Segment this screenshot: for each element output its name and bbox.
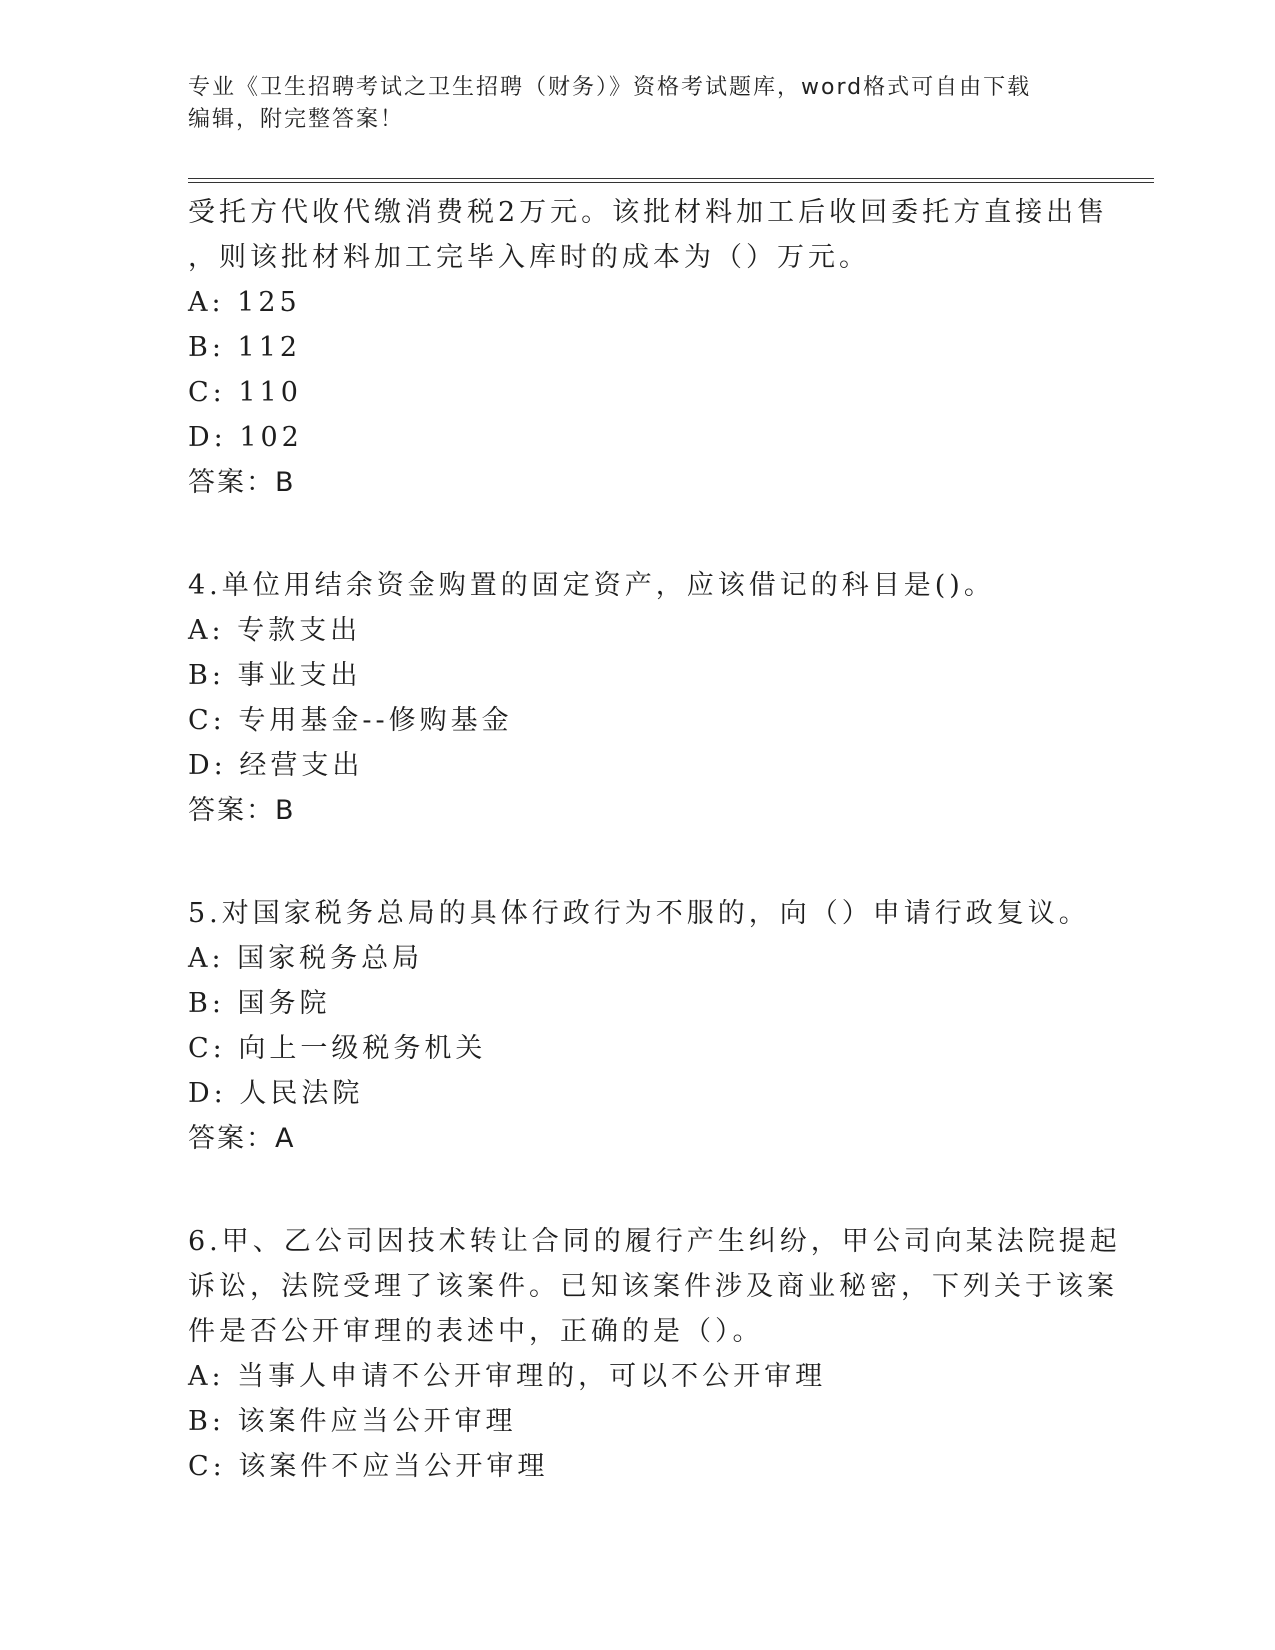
option-c: C: 向上一级税务机关 — [188, 1033, 487, 1064]
option-a: A: 国家税务总局 — [188, 943, 424, 974]
document-header — [188, 72, 1088, 136]
option-d: D: 人民法院 — [188, 1078, 364, 1109]
question-spacer — [188, 1161, 1088, 1219]
question-spacer — [188, 505, 1088, 563]
option-b: B: 事业支出 — [188, 660, 362, 691]
question-5 — [188, 891, 1088, 1161]
option-d: D: 102 — [188, 422, 303, 453]
question-3 — [188, 190, 1109, 505]
option-a: A: 专款支出 — [188, 615, 362, 646]
option-c: C: 110 — [188, 377, 302, 408]
option-c: C: 该案件不应当公开审理 — [188, 1451, 549, 1482]
question-list — [188, 190, 1121, 1489]
answer-label: 答案：A — [188, 1123, 296, 1154]
answer-label: 答案：B — [188, 467, 296, 498]
header-line-2: 编辑，附完整答案！ — [188, 107, 405, 132]
option-a: A: 当事人申请不公开审理的，可以不公开审理 — [188, 1361, 827, 1392]
question-stem-line: 4.单位用结余资金购置的固定资产，应该借记的科目是()。 — [188, 570, 995, 601]
question-stem-line: 诉讼，法院受理了该案件。已知该案件涉及商业秘密，下列关于该案 — [188, 1271, 1118, 1302]
question-spacer — [188, 833, 1088, 891]
question-stem-line: 5.对国家税务总局的具体行政行为不服的，向（）申请行政复议。 — [188, 898, 1090, 929]
header-divider — [188, 178, 1154, 183]
header-line-1: 专业《卫生招聘考试之卫生招聘（财务）》资格考试题库，word格式可自由下载 — [188, 75, 1032, 100]
option-b: B: 国务院 — [188, 988, 331, 1019]
option-b: B: 112 — [188, 332, 302, 363]
option-d: D: 经营支出 — [188, 750, 364, 781]
question-stem-line: 件是否公开审理的表述中，正确的是（）。 — [188, 1316, 764, 1347]
question-4 — [188, 563, 1088, 833]
question-stem-line: ，则该批材料加工完毕入库时的成本为（）万元。 — [188, 242, 870, 273]
option-a: A: 125 — [188, 287, 301, 318]
question-6 — [188, 1219, 1121, 1489]
option-c: C: 专用基金--修购基金 — [188, 705, 513, 736]
answer-label: 答案：B — [188, 795, 296, 826]
question-stem-line: 受托方代收代缴消费税2万元。该批材料加工后收回委托方直接出售 — [188, 197, 1109, 228]
question-stem-line: 6.甲、乙公司因技术转让合同的履行产生纠纷，甲公司向某法院提起 — [188, 1226, 1121, 1257]
option-b: B: 该案件应当公开审理 — [188, 1406, 517, 1437]
